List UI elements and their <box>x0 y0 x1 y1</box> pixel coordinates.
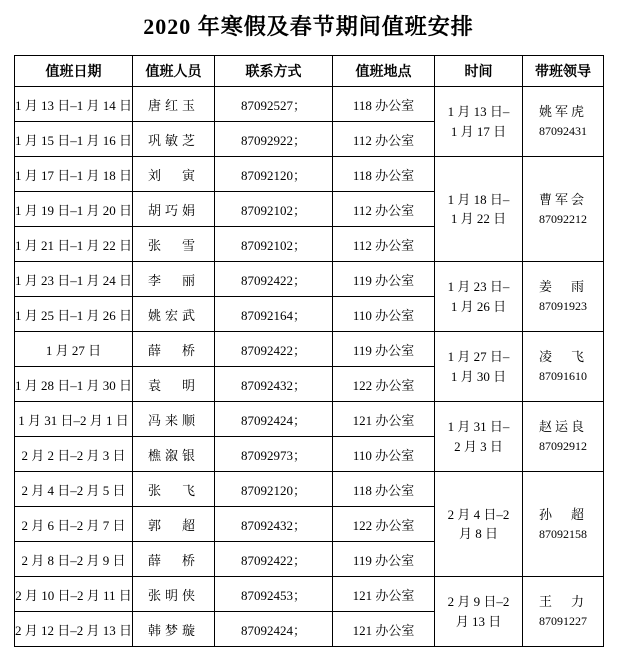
cell-name: 张 雪 <box>133 227 215 262</box>
leader-phone: 87091227 <box>539 614 587 629</box>
cell-time-range: 2 月 4 日–2 月 8 日 <box>435 472 523 577</box>
cell-date: 2 月 6 日–2 月 7 日 <box>15 507 133 542</box>
cell-leader <box>523 87 604 157</box>
cell-date: 1 月 13 日–1 月 14 日 <box>15 87 133 122</box>
leader-phone: 87092431 <box>539 124 587 139</box>
table-row <box>15 262 604 297</box>
leader-name: 王 力 <box>538 594 587 610</box>
cell-place: 112 办公室 <box>333 227 435 262</box>
cell-place: 121 办公室 <box>333 402 435 437</box>
cell-phone: 87092422； <box>215 332 333 367</box>
cell-place: 110 办公室 <box>333 297 435 332</box>
cell-place: 118 办公室 <box>333 157 435 192</box>
cell-date: 2 月 12 日–2 月 13 日 <box>15 612 133 647</box>
table-body <box>15 87 604 647</box>
cell-name: 姚宏武 <box>133 297 215 332</box>
leader-phone: 87092912 <box>539 439 587 454</box>
cell-date: 1 月 23 日–1 月 24 日 <box>15 262 133 297</box>
column-header-date: 值班日期 <box>15 56 133 87</box>
cell-time-range: 1 月 13 日– 1 月 17 日 <box>435 87 523 157</box>
cell-phone: 87092120； <box>215 157 333 192</box>
cell-place: 118 办公室 <box>333 472 435 507</box>
cell-date: 2 月 4 日–2 月 5 日 <box>15 472 133 507</box>
cell-phone: 87092164； <box>215 297 333 332</box>
cell-time-range: 1 月 27 日– 1 月 30 日 <box>435 332 523 402</box>
cell-name: 薛 桥 <box>133 332 215 367</box>
table-header-row <box>15 56 604 87</box>
cell-leader <box>523 157 604 262</box>
cell-time-range: 1 月 31 日– 2 月 3 日 <box>435 402 523 472</box>
leader-name: 赵运良 <box>538 419 587 435</box>
cell-phone: 87092120； <box>215 472 333 507</box>
cell-date: 1 月 15 日–1 月 16 日 <box>15 122 133 157</box>
table-row <box>15 472 604 507</box>
leader-phone: 87091923 <box>539 299 587 314</box>
cell-leader <box>523 262 604 332</box>
leader-phone: 87092158 <box>539 526 587 541</box>
cell-time-range: 1 月 23 日– 1 月 26 日 <box>435 262 523 332</box>
cell-phone: 87092102； <box>215 227 333 262</box>
cell-name: 袁 明 <box>133 367 215 402</box>
cell-name: 樵溆银 <box>133 437 215 472</box>
cell-date: 1 月 28 日–1 月 30 日 <box>15 367 133 402</box>
cell-date: 1 月 31 日–2 月 1 日 <box>15 402 133 437</box>
cell-leader <box>523 577 604 647</box>
leader-name: 姜 雨 <box>538 279 587 295</box>
cell-name: 胡巧娟 <box>133 192 215 227</box>
cell-place: 122 办公室 <box>333 367 435 402</box>
cell-phone: 87092432； <box>215 367 333 402</box>
column-header-place: 值班地点 <box>333 56 435 87</box>
leader-phone: 87092212 <box>539 211 587 226</box>
leader-name: 凌 飞 <box>538 349 587 365</box>
cell-place: 119 办公室 <box>333 542 435 577</box>
cell-place: 110 办公室 <box>333 437 435 472</box>
cell-phone: 87092432； <box>215 507 333 542</box>
cell-date: 1 月 17 日–1 月 18 日 <box>15 157 133 192</box>
column-header-phone: 联系方式 <box>215 56 333 87</box>
leader-name: 姚军虎 <box>538 104 587 120</box>
leader-name: 孙 超 <box>538 506 587 522</box>
cell-place: 121 办公室 <box>333 577 435 612</box>
cell-date: 2 月 8 日–2 月 9 日 <box>15 542 133 577</box>
cell-phone: 87092424； <box>215 402 333 437</box>
cell-date: 1 月 19 日–1 月 20 日 <box>15 192 133 227</box>
cell-leader <box>523 332 604 402</box>
duty-schedule-table <box>14 55 604 647</box>
cell-name: 张明侠 <box>133 577 215 612</box>
table-row <box>15 402 604 437</box>
column-header-name: 值班人员 <box>133 56 215 87</box>
cell-name: 刘 寅 <box>133 157 215 192</box>
cell-place: 119 办公室 <box>333 332 435 367</box>
cell-place: 121 办公室 <box>333 612 435 647</box>
cell-date: 1 月 25 日–1 月 26 日 <box>15 297 133 332</box>
cell-date: 2 月 2 日–2 月 3 日 <box>15 437 133 472</box>
cell-name: 薛 桥 <box>133 542 215 577</box>
cell-date: 1 月 21 日–1 月 22 日 <box>15 227 133 262</box>
cell-date: 1 月 27 日 <box>15 332 133 367</box>
cell-phone: 87092973； <box>215 437 333 472</box>
column-header-leader: 带班领导 <box>523 56 604 87</box>
cell-date: 2 月 10 日–2 月 11 日 <box>15 577 133 612</box>
cell-name: 唐红玉 <box>133 87 215 122</box>
cell-place: 122 办公室 <box>333 507 435 542</box>
cell-name: 巩敏芝 <box>133 122 215 157</box>
cell-time-range: 1 月 18 日– 1 月 22 日 <box>435 157 523 262</box>
column-header-time: 时间 <box>435 56 523 87</box>
table-row <box>15 157 604 192</box>
cell-place: 119 办公室 <box>333 262 435 297</box>
cell-phone: 87092422； <box>215 262 333 297</box>
cell-phone: 87092453； <box>215 577 333 612</box>
cell-place: 112 办公室 <box>333 122 435 157</box>
cell-place: 112 办公室 <box>333 192 435 227</box>
table-row <box>15 332 604 367</box>
cell-leader <box>523 402 604 472</box>
cell-phone: 87092422； <box>215 542 333 577</box>
page-title: 2020 年寒假及春节期间值班安排 <box>143 14 474 39</box>
cell-name: 张 飞 <box>133 472 215 507</box>
document-page <box>0 10 617 638</box>
table-row <box>15 87 604 122</box>
cell-time-range: 2 月 9 日–2 月 13 日 <box>435 577 523 647</box>
table-row <box>15 577 604 612</box>
leader-phone: 87091610 <box>539 369 587 384</box>
leader-name: 曹军会 <box>538 191 587 207</box>
cell-name: 郭 超 <box>133 507 215 542</box>
cell-name: 韩梦璇 <box>133 612 215 647</box>
cell-place: 118 办公室 <box>333 87 435 122</box>
cell-name: 冯来顺 <box>133 402 215 437</box>
cell-phone: 87092424； <box>215 612 333 647</box>
cell-leader <box>523 472 604 577</box>
cell-phone: 87092527； <box>215 87 333 122</box>
cell-phone: 87092102； <box>215 192 333 227</box>
cell-name: 李 丽 <box>133 262 215 297</box>
cell-phone: 87092922； <box>215 122 333 157</box>
